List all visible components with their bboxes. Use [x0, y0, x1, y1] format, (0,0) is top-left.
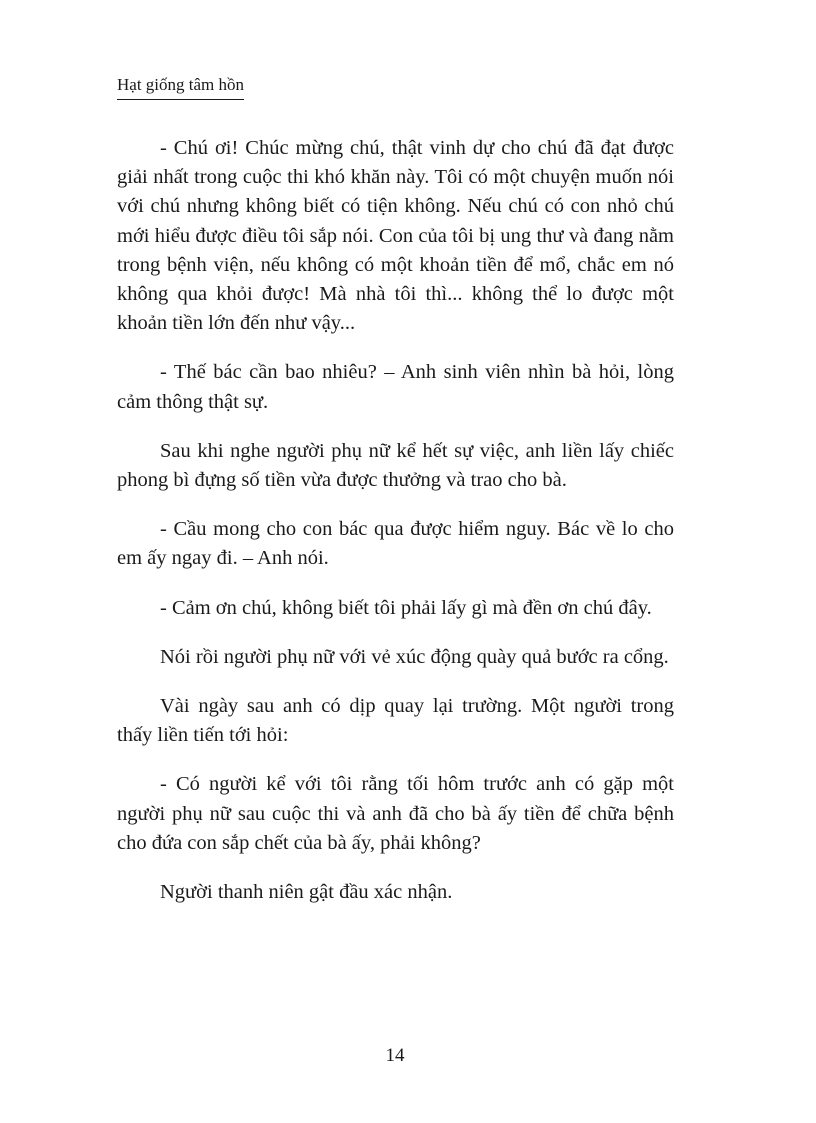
paragraph-1: - Chú ơi! Chúc mừng chú, thật vinh dự cho chú đã đạt được giải nhất trong cuộc thi khó khăn này. Tôi có một chuyện muốn nói với chú nhưng không biết có tiện không. Nếu chú có con nhỏ chú mới hiểu được điều tôi sắp nói. Con của tôi bị ung thư và đang nằm trong bệnh viện, nếu không có một khoản tiền để mổ, chắc em nó không qua khỏi được! Mà nhà tôi thì... không thể lo được một khoản tiền lớn đến như vậy...	[117, 137, 674, 335]
paragraph-5: - Cảm ơn chú, không biết tôi phải lấy gì mà đền ơn chú đây.	[160, 596, 652, 619]
paragraph-3: Sau khi nghe người phụ nữ kể hết sự việc, anh liền lấy chiếc phong bì đựng số tiền vừa được thưởng và trao cho bà.	[117, 439, 674, 492]
paragraph-4: - Cầu mong cho con bác qua được hiểm nguy. Bác về lo cho em ấy ngay đi. – Anh nói.	[117, 518, 674, 570]
paragraph-9: Người thanh niên gật đầu xác nhận.	[160, 881, 453, 904]
paragraph-6: Nói rồi người phụ nữ với vẻ xúc động quày quả bước ra cổng.	[160, 645, 669, 668]
running-header: Hạt giống tâm hồn	[117, 74, 244, 100]
paragraph-8: - Có người kể với tôi rằng tối hôm trước anh có gặp một người phụ nữ sau cuộc thi và anh đã cho bà ấy tiền để chữa bệnh cho đứa con sắp chết của bà ấy, phải không?	[117, 773, 674, 854]
paragraph-7: Vài ngày sau anh có dịp quay lại trường. Một người trong thấy liền tiến tới hỏi:	[117, 695, 674, 747]
page-body	[117, 134, 674, 927]
paragraph-2: - Thế bác cần bao nhiêu? – Anh sinh viên nhìn bà hỏi, lòng cảm thông thật sự.	[117, 361, 674, 413]
page-number: 14	[385, 1045, 405, 1066]
